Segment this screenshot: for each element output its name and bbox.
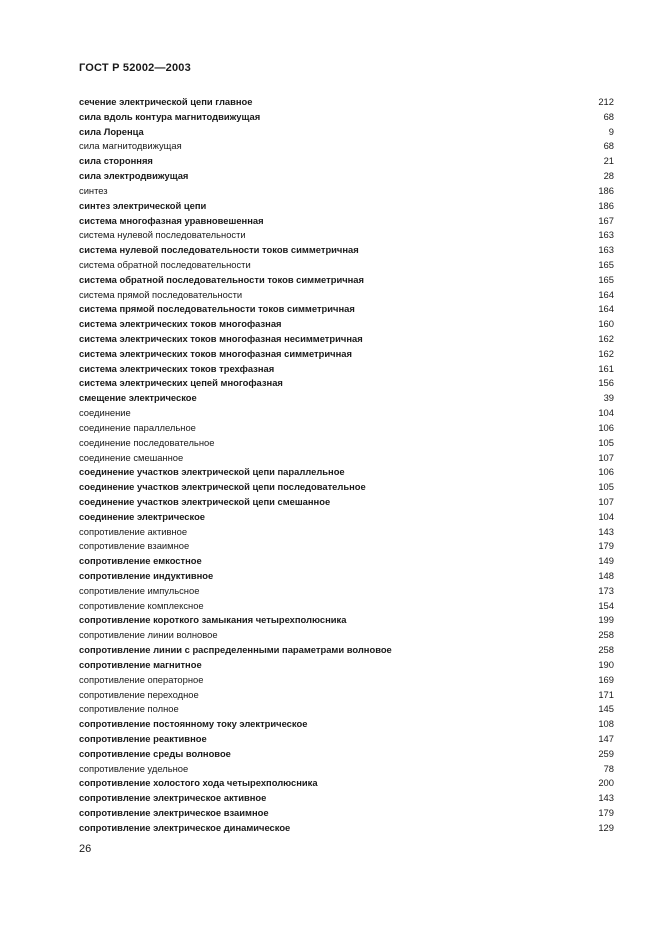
index-page-ref: 78 (603, 762, 614, 774)
index-term: сопротивление линии с распределенными параметрами волновое (79, 644, 392, 656)
index-term: система нулевой последовательности (79, 229, 246, 241)
index-term: система электрических токов многофазная (79, 318, 282, 330)
index-page-ref: 164 (598, 303, 614, 315)
index-page-ref: 106 (598, 466, 614, 478)
index-page-ref: 163 (598, 244, 614, 256)
index-entry (79, 391, 614, 406)
index-term: сопротивление комплексное (79, 599, 204, 611)
index-entry (79, 525, 614, 540)
index-page-ref: 162 (598, 333, 614, 344)
index-page-ref: 104 (598, 510, 614, 522)
index-entry (79, 421, 614, 436)
index-page-ref: 259 (598, 747, 614, 759)
index-entry (79, 717, 614, 732)
index-entry (79, 465, 614, 480)
index-term: система прямой последовательности (79, 288, 243, 300)
index-term: сопротивление реактивное (79, 732, 207, 744)
index-entry (79, 762, 614, 777)
index-entry (79, 688, 614, 703)
index-term: система электрических токов многофазная несимметричная (79, 333, 363, 344)
index-term: сопротивление переходное (79, 688, 199, 700)
index-page-ref: 108 (598, 718, 614, 730)
index-page-ref: 145 (598, 703, 614, 715)
index-term: сопротивление электрическое динамическое (79, 821, 291, 833)
index-term: сопротивление полное (79, 703, 179, 715)
index-entry (79, 510, 614, 525)
index-term: сопротивление магнитное (79, 658, 202, 670)
index-entry (79, 199, 614, 214)
index-term: соединение последовательное (79, 436, 215, 448)
index-entry (79, 362, 614, 377)
index-entry (79, 658, 614, 673)
index-entry (79, 154, 614, 169)
index-entry (79, 480, 614, 495)
index-entry (79, 539, 614, 554)
index-term: сопротивление постоянному току электрическое (79, 718, 308, 730)
index-term: сопротивление удельное (79, 762, 189, 774)
index-page-ref: 68 (603, 140, 614, 152)
index-entry (79, 243, 614, 258)
index-term: сопротивление электрическое активное (79, 792, 267, 804)
index-page-ref: 171 (598, 688, 614, 700)
index-page-ref: 173 (598, 584, 614, 596)
index-page-ref: 148 (598, 570, 614, 581)
index-page-ref: 160 (598, 318, 614, 330)
index-page-ref: 9 (608, 125, 614, 137)
index-entry (79, 791, 614, 806)
index-term: система прямой последовательности токов симметричная (79, 303, 355, 315)
index-page-ref: 179 (598, 807, 614, 818)
index-term: сопротивление электрическое взаимное (79, 807, 269, 818)
index-page-ref: 107 (598, 451, 614, 463)
index-entry (79, 317, 614, 332)
index-entry (79, 806, 614, 821)
index-page-ref: 68 (603, 110, 614, 122)
index-term: соединение (79, 407, 131, 419)
index-term: система многофазная уравновешенная (79, 214, 264, 226)
index-entry (79, 302, 614, 317)
index-page-ref: 200 (598, 777, 614, 789)
index-term: сопротивление емкостное (79, 555, 202, 567)
index-entry (79, 125, 614, 140)
index-entry (79, 347, 614, 362)
index-entry (79, 139, 614, 154)
index-page-ref: 39 (603, 392, 614, 404)
index-page-ref: 156 (598, 377, 614, 389)
index-term: сечение электрической цепи главное (79, 96, 253, 107)
index-entry (79, 376, 614, 391)
index-term: соединение участков электрической цепи последовательное (79, 481, 366, 493)
index-entry (79, 495, 614, 510)
index-entry (79, 214, 614, 229)
index-term: система электрических токов многофазная симметричная (79, 347, 352, 359)
index-page-ref: 165 (598, 258, 614, 270)
index-page-ref: 107 (598, 495, 614, 507)
index-entry (79, 628, 614, 643)
index-entry (79, 821, 614, 836)
index-entry (79, 258, 614, 273)
index-page-ref: 106 (598, 421, 614, 433)
index-term: соединение параллельное (79, 421, 196, 433)
index-entry (79, 95, 614, 110)
index-term: сопротивление короткого замыкания четырехполюсника (79, 614, 347, 626)
index-page-ref: 105 (598, 481, 614, 493)
index-term: сопротивление импульсное (79, 584, 200, 596)
index-entry (79, 273, 614, 288)
index-page-ref: 165 (598, 273, 614, 285)
index-page-ref: 104 (598, 407, 614, 419)
term-index-list (79, 95, 614, 836)
index-term: система обратной последовательности токов симметричная (79, 273, 364, 285)
index-page-ref: 161 (598, 362, 614, 374)
index-entry (79, 554, 614, 569)
index-term: сила сторонняя (79, 155, 153, 167)
index-term: смещение электрическое (79, 392, 197, 404)
index-term: сила вдоль контура магнитодвижущая (79, 110, 261, 122)
index-term: сила магнитодвижущая (79, 140, 182, 152)
index-entry (79, 451, 614, 466)
index-entry (79, 288, 614, 303)
index-page-ref: 129 (598, 821, 614, 833)
index-page-ref: 147 (598, 732, 614, 744)
index-page-ref: 199 (598, 614, 614, 626)
index-entry (79, 332, 614, 347)
index-page-ref: 162 (598, 347, 614, 359)
index-entry (79, 169, 614, 184)
index-entry (79, 673, 614, 688)
index-term: сопротивление среды волновое (79, 747, 231, 759)
index-term: синтез (79, 184, 108, 196)
index-page-ref: 164 (598, 288, 614, 300)
index-page-ref: 190 (598, 658, 614, 670)
index-page-ref: 28 (603, 170, 614, 182)
index-page-ref: 21 (603, 155, 614, 167)
index-entry (79, 599, 614, 614)
document-header: ГОСТ Р 52002—2003 (79, 62, 191, 74)
index-term: система обратной последовательности (79, 258, 251, 270)
index-entry (79, 436, 614, 451)
index-page-ref: 154 (598, 599, 614, 611)
index-entry (79, 643, 614, 658)
index-page-ref: 167 (598, 214, 614, 226)
index-entry (79, 228, 614, 243)
index-entry (79, 732, 614, 747)
index-term: сопротивление индуктивное (79, 570, 214, 581)
index-page-ref: 212 (598, 96, 614, 107)
index-page-ref: 105 (598, 436, 614, 448)
index-term: соединение участков электрической цепи смешанное (79, 495, 331, 507)
index-page-ref: 163 (598, 229, 614, 241)
index-page-ref: 143 (598, 792, 614, 804)
index-term: сопротивление активное (79, 525, 188, 537)
index-page-ref: 149 (598, 555, 614, 567)
index-page-ref: 179 (598, 540, 614, 552)
index-term: система нулевой последовательности токов симметричная (79, 244, 359, 256)
index-entry (79, 747, 614, 762)
index-term: соединение смешанное (79, 451, 184, 463)
index-entry (79, 569, 614, 584)
index-page-ref: 143 (598, 525, 614, 537)
index-entry (79, 702, 614, 717)
index-term: сопротивление операторное (79, 673, 204, 685)
index-term: сопротивление холостого хода четырехполюсника (79, 777, 318, 789)
index-term: система электрических токов трехфазная (79, 362, 275, 374)
index-term: сопротивление взаимное (79, 540, 190, 552)
index-entry (79, 776, 614, 791)
index-term: сопротивление линии волновое (79, 629, 218, 641)
index-entry (79, 613, 614, 628)
index-term: синтез электрической цепи (79, 199, 207, 211)
index-entry (79, 584, 614, 599)
index-page-ref: 186 (598, 199, 614, 211)
index-page-ref: 186 (598, 184, 614, 196)
index-entry (79, 110, 614, 125)
index-entry (79, 406, 614, 421)
index-term: соединение участков электрической цепи параллельное (79, 466, 345, 478)
index-term: сила Лоренца (79, 125, 144, 137)
page-number: 26 (79, 843, 92, 855)
index-entry (79, 184, 614, 199)
index-term: сила электродвижущая (79, 170, 189, 182)
index-page-ref: 258 (598, 629, 614, 641)
index-page-ref: 169 (598, 673, 614, 685)
index-term: соединение электрическое (79, 510, 206, 522)
index-page-ref: 258 (598, 644, 614, 656)
index-term: система электрических цепей многофазная (79, 377, 283, 389)
